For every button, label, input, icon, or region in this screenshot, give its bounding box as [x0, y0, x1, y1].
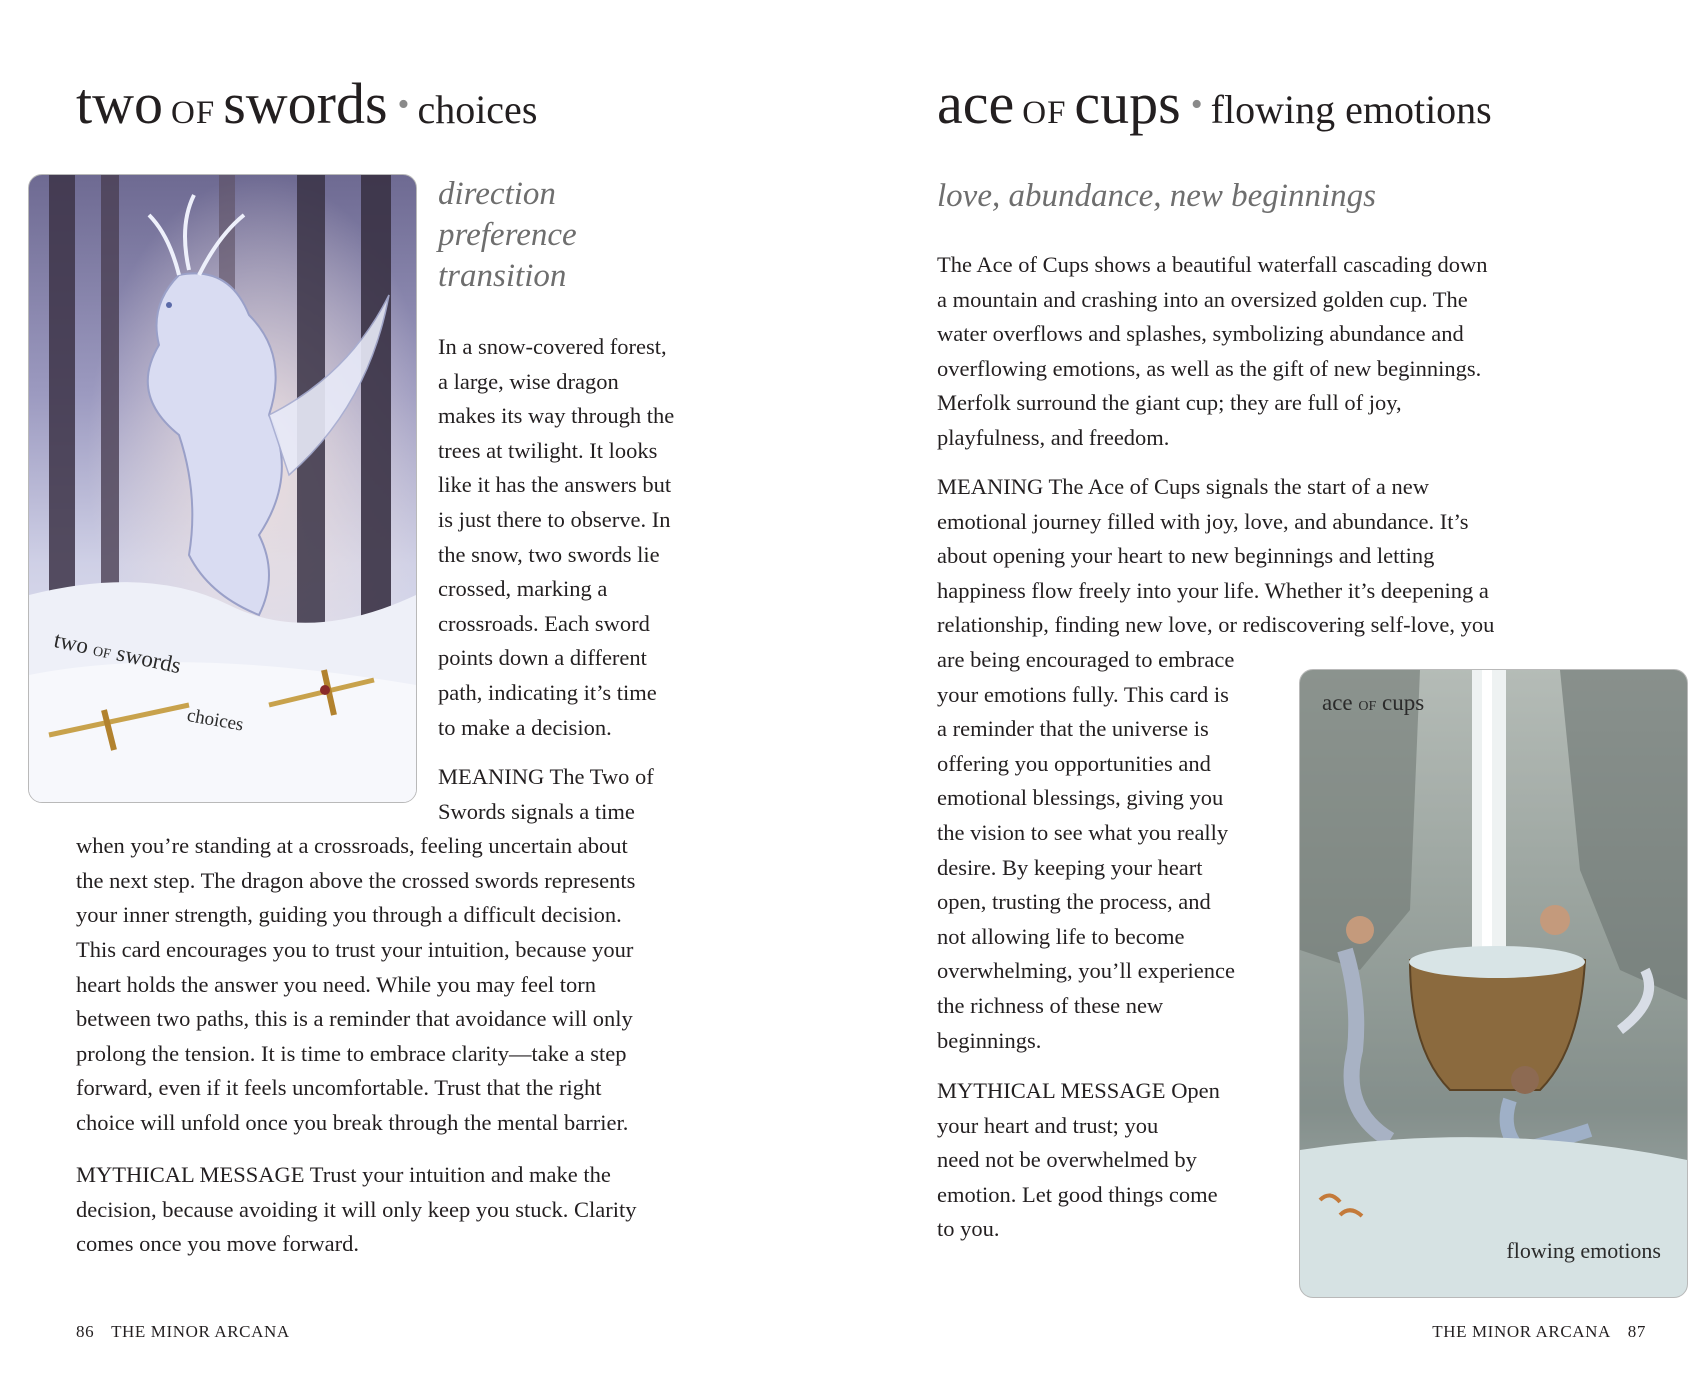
card-caption-of: OF: [1358, 699, 1377, 714]
text-line: The Ace of Cups shows a beautiful waterfall cascading down: [937, 252, 1488, 277]
waterfall-merfolk-illustration: [1300, 670, 1687, 1297]
meaning-label: MEANING: [438, 764, 545, 789]
text-line: when you’re standing at a crossroads, feeling uncertain about: [76, 833, 628, 859]
mythical-message-paragraph: [76, 1158, 806, 1262]
description-paragraph: [438, 330, 768, 745]
text-line: [438, 760, 806, 795]
keyword: direction: [438, 176, 556, 212]
mythical-message-paragraph: [937, 1074, 1287, 1247]
text-line: about opening your heart to new beginnings and letting: [937, 543, 1435, 569]
text-line: prolong the tension. It is time to embrace clarity—take a step: [76, 1040, 627, 1066]
text-line: Swords signals a time: [438, 798, 635, 824]
text-line: between two paths, this is a reminder that avoidance will only: [76, 1006, 633, 1032]
text-line: a mountain and crashing into an oversized golden cup. The: [937, 286, 1468, 312]
description-paragraph: [937, 248, 1637, 456]
text-line: emotion. Let good things come: [937, 1181, 1218, 1207]
text-line: [76, 1158, 806, 1193]
text-line: [937, 470, 1637, 505]
text-line: overflowing emotions, as well as the gift of new beginnings.: [937, 355, 1482, 381]
keyword: transition: [438, 258, 567, 294]
text-line: your heart and trust; you: [937, 1112, 1159, 1138]
title-subtitle: choices: [417, 87, 538, 132]
page-number: 87: [1627, 1322, 1646, 1341]
title-word-two: two: [76, 71, 163, 136]
text-line: a reminder that the universe is: [937, 716, 1209, 742]
text-line-content: The Two of: [549, 764, 654, 789]
title-bullet: •: [1190, 86, 1203, 123]
text-line: the vision to see what you really: [937, 819, 1229, 845]
text-line-content: Trust your intuition and make the: [309, 1162, 611, 1187]
page-number: 86: [76, 1322, 95, 1341]
title-word-ace: ace: [937, 71, 1015, 136]
running-footer-section: THE MINOR ARCANA: [111, 1322, 290, 1341]
page-footer: [76, 1322, 296, 1342]
text-line: a large, wise dragon: [438, 368, 619, 394]
text-line: crossroads. Each sword: [438, 610, 650, 636]
title-word-of: OF: [1022, 95, 1067, 131]
card-caption-word: two: [51, 627, 91, 659]
text-line: offering you opportunities and: [937, 750, 1211, 776]
text-line: decision, because avoiding it will only keep you stuck. Clarity: [76, 1196, 637, 1222]
text-line: overwhelming, you’ll experience: [937, 958, 1236, 984]
text-line: In a snow-covered forest,: [438, 334, 667, 359]
text-line-content: The Ace of Cups signals the start of a new: [1048, 474, 1430, 499]
title-subtitle: flowing emotions: [1210, 87, 1492, 132]
text-line: [937, 1074, 1287, 1109]
text-line: happiness flow freely into your life. Whether it’s deepening a: [937, 577, 1489, 603]
title-word-cups: cups: [1074, 71, 1181, 136]
text-line: emotional blessings, giving you: [937, 785, 1224, 811]
text-line: to make a decision.: [438, 714, 612, 740]
keywords-list: [438, 174, 768, 297]
card-caption-subtitle: flowing emotions: [1506, 1238, 1661, 1263]
title-word-of: OF: [171, 95, 216, 131]
title-bullet: •: [397, 86, 410, 123]
text-line: are being encouraged to embrace: [937, 646, 1235, 672]
text-line: Merfolk surround the giant cup; they are full of joy,: [937, 390, 1402, 416]
meaning-label: MEANING: [937, 474, 1044, 499]
title-word-swords: swords: [223, 71, 388, 136]
text-line: the richness of these new: [937, 992, 1164, 1018]
card-caption-word: ace: [1322, 690, 1353, 715]
page-footer: [1426, 1322, 1646, 1342]
two-of-swords-card-image: [28, 174, 417, 803]
text-line: like it has the answers but: [438, 472, 672, 498]
text-line: emotional journey filled with joy, love, and abundance. It’s: [937, 508, 1469, 534]
text-line-content: Open: [1171, 1078, 1220, 1103]
text-line: open, trusting the process, and: [937, 889, 1211, 915]
text-line: your emotions fully. This card is: [937, 681, 1229, 707]
text-line: relationship, finding new love, or rediscovering self-love, you: [937, 612, 1495, 638]
text-line: not allowing life to become: [937, 923, 1185, 949]
text-line: points down a different: [438, 645, 647, 671]
keywords-line: love, abundance, new beginnings: [937, 178, 1376, 214]
card-title: [937, 70, 1492, 137]
text-line: playfulness, and freedom.: [937, 424, 1170, 450]
text-line: beginnings.: [937, 1027, 1042, 1053]
text-line: the next step. The dragon above the crossed swords represents: [76, 867, 636, 893]
text-line: to you.: [937, 1216, 1000, 1242]
running-footer-section: THE MINOR ARCANA: [1432, 1322, 1611, 1341]
text-line: makes its way through the: [438, 403, 675, 429]
keyword: preference: [438, 217, 577, 253]
text-line: need not be overwhelmed by: [937, 1147, 1197, 1173]
text-line: desire. By keeping your heart: [937, 854, 1203, 880]
text-line: choice will unfold once you break through the mental barrier.: [76, 1109, 629, 1135]
forest-dragon-illustration: [29, 175, 416, 802]
text-line: This card encourages you to trust your intuition, because your: [76, 936, 634, 962]
text-line: the snow, two swords lie: [438, 541, 660, 567]
text-line: forward, even if it feels uncomfortable. Trust that the right: [76, 1075, 602, 1101]
text-line: is just there to observe. In: [438, 506, 671, 532]
card-caption-word: swords: [114, 640, 184, 679]
ace-of-cups-card-image: [1299, 669, 1688, 1298]
mythical-message-label: MYTHICAL MESSAGE: [937, 1078, 1166, 1103]
card-caption-of: OF: [91, 644, 113, 663]
text-line: crossed, marking a: [438, 576, 608, 602]
card-caption-name: [1322, 690, 1424, 716]
text-line: your inner strength, guiding you through a difficult decision.: [76, 902, 622, 928]
text-line: water overflows and splashes, symbolizing abundance and: [937, 321, 1464, 347]
text-line: heart holds the answer you need. While you may feel torn: [76, 971, 597, 997]
card-title: [76, 70, 537, 137]
mythical-message-label: MYTHICAL MESSAGE: [76, 1162, 305, 1187]
right-page: [853, 0, 1706, 1395]
text-line: comes once you move forward.: [76, 1231, 360, 1257]
meaning-paragraph: [76, 760, 806, 1141]
card-caption-word: cups: [1382, 690, 1425, 715]
card-caption-subtitle: choices: [185, 705, 246, 736]
text-line: path, indicating it’s time: [438, 679, 657, 705]
text-line: trees at twilight. It looks: [438, 437, 658, 463]
